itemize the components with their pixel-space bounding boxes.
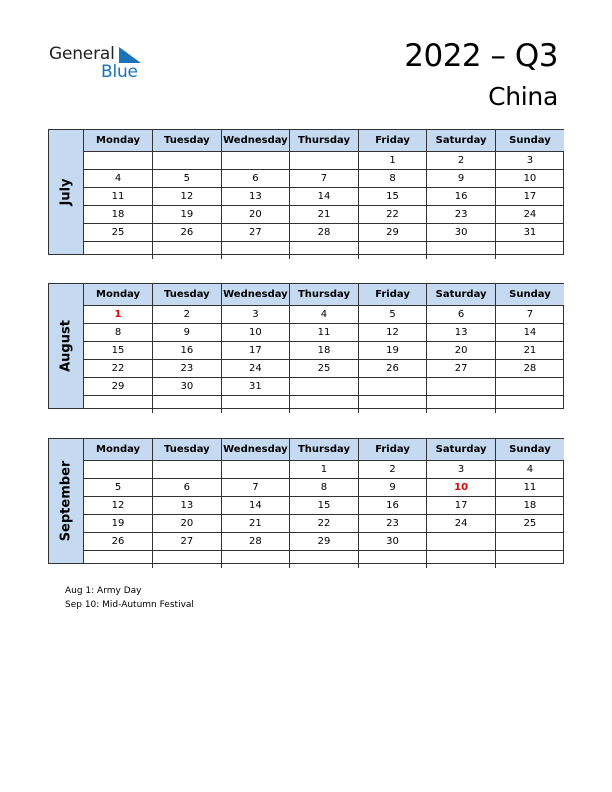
week-row: [84, 324, 564, 342]
day-cell: [221, 396, 290, 414]
day-cell: [427, 242, 496, 260]
day-cell: 10: [427, 479, 496, 497]
month-calendar: [48, 438, 564, 564]
week-row: [84, 224, 564, 242]
weekday-header: Tuesday: [153, 439, 222, 461]
week-row: [84, 378, 564, 396]
day-cell: [153, 242, 222, 260]
generalblue-logo: [49, 44, 159, 84]
day-cell: 10: [221, 324, 290, 342]
week-row: [84, 306, 564, 324]
day-cell: [153, 396, 222, 414]
week-row: [84, 342, 564, 360]
day-cell: 5: [358, 306, 427, 324]
day-cell: [495, 551, 564, 569]
day-cell: 22: [290, 515, 359, 533]
day-cell: 18: [495, 497, 564, 515]
day-cell: 13: [221, 188, 290, 206]
day-cell: 26: [358, 360, 427, 378]
day-cell: 30: [427, 224, 496, 242]
day-cell: 5: [84, 479, 153, 497]
day-cell: 25: [84, 224, 153, 242]
day-cell: 2: [153, 306, 222, 324]
day-cell: [290, 152, 359, 170]
day-cell: 25: [290, 360, 359, 378]
day-cell: 1: [84, 306, 153, 324]
day-cell: 17: [427, 497, 496, 515]
day-cell: 27: [221, 224, 290, 242]
day-cell: 16: [153, 342, 222, 360]
day-cell: 14: [495, 324, 564, 342]
day-cell: 22: [84, 360, 153, 378]
day-cell: 26: [153, 224, 222, 242]
day-cell: 24: [495, 206, 564, 224]
holiday-note: Aug 1: Army Day: [65, 586, 142, 596]
day-cell: [427, 533, 496, 551]
week-row: [84, 396, 564, 414]
month-table: [84, 284, 564, 413]
day-cell: 12: [84, 497, 153, 515]
day-cell: 1: [358, 152, 427, 170]
day-cell: 21: [495, 342, 564, 360]
weekday-header-row: [84, 130, 564, 152]
day-cell: 30: [358, 533, 427, 551]
day-cell: 18: [84, 206, 153, 224]
day-cell: [221, 242, 290, 260]
weekday-header-row: [84, 284, 564, 306]
day-cell: 6: [427, 306, 496, 324]
day-cell: 23: [427, 206, 496, 224]
day-cell: 18: [290, 342, 359, 360]
day-cell: 20: [153, 515, 222, 533]
weekday-header: Sunday: [495, 130, 564, 152]
weekday-header: Thursday: [290, 130, 359, 152]
day-cell: 9: [358, 479, 427, 497]
day-cell: 24: [221, 360, 290, 378]
week-row: [84, 515, 564, 533]
day-cell: [84, 396, 153, 414]
day-cell: 7: [495, 306, 564, 324]
day-cell: [427, 551, 496, 569]
day-cell: 16: [358, 497, 427, 515]
day-cell: [84, 242, 153, 260]
day-cell: 11: [290, 324, 359, 342]
month-name: July: [58, 178, 74, 206]
day-cell: [84, 461, 153, 479]
day-cell: 17: [495, 188, 564, 206]
day-cell: [495, 396, 564, 414]
weekday-header: Wednesday: [221, 284, 290, 306]
day-cell: [358, 551, 427, 569]
day-cell: 11: [84, 188, 153, 206]
day-cell: 16: [427, 188, 496, 206]
week-row: [84, 497, 564, 515]
weekday-header: Sunday: [495, 439, 564, 461]
weekday-header: Thursday: [290, 284, 359, 306]
day-cell: 14: [290, 188, 359, 206]
day-cell: [290, 551, 359, 569]
day-cell: 12: [358, 324, 427, 342]
day-cell: 15: [84, 342, 153, 360]
day-cell: 21: [290, 206, 359, 224]
day-cell: [221, 152, 290, 170]
day-cell: 29: [358, 224, 427, 242]
day-cell: 20: [221, 206, 290, 224]
day-cell: 22: [358, 206, 427, 224]
day-cell: 6: [153, 479, 222, 497]
month-calendar: [48, 129, 564, 255]
logo-text-general: General: [49, 44, 115, 64]
day-cell: [221, 461, 290, 479]
day-cell: 27: [153, 533, 222, 551]
day-cell: 15: [358, 188, 427, 206]
day-cell: 10: [495, 170, 564, 188]
month-table: [84, 439, 564, 568]
day-cell: 9: [153, 324, 222, 342]
weekday-header: Saturday: [427, 284, 496, 306]
day-cell: 8: [358, 170, 427, 188]
holiday-notes: [65, 584, 194, 612]
month-label-panel: [49, 284, 84, 408]
day-cell: [290, 396, 359, 414]
month-name: August: [58, 320, 74, 372]
logo-triangle-icon: [119, 47, 141, 63]
month-calendar: [48, 283, 564, 409]
day-cell: 2: [358, 461, 427, 479]
day-cell: 7: [221, 479, 290, 497]
month-label-panel: [49, 439, 84, 563]
weekday-header: Wednesday: [221, 439, 290, 461]
day-cell: [427, 396, 496, 414]
week-row: [84, 242, 564, 260]
day-cell: 3: [495, 152, 564, 170]
weekday-header: Friday: [358, 439, 427, 461]
day-cell: 15: [290, 497, 359, 515]
day-cell: 7: [290, 170, 359, 188]
day-cell: 27: [427, 360, 496, 378]
day-cell: [221, 551, 290, 569]
day-cell: 3: [221, 306, 290, 324]
week-row: [84, 533, 564, 551]
day-cell: 4: [290, 306, 359, 324]
day-cell: [290, 378, 359, 396]
holiday-note: Sep 10: Mid-Autumn Festival: [65, 600, 194, 610]
day-cell: 19: [358, 342, 427, 360]
weekday-header: Saturday: [427, 439, 496, 461]
weekday-header: Wednesday: [221, 130, 290, 152]
week-row: [84, 551, 564, 569]
weekday-header: Saturday: [427, 130, 496, 152]
day-cell: [358, 396, 427, 414]
month-label-panel: [49, 130, 84, 254]
weekday-header: Monday: [84, 284, 153, 306]
day-cell: [358, 378, 427, 396]
weekday-header: Friday: [358, 130, 427, 152]
logo-text-blue: Blue: [101, 62, 138, 82]
day-cell: 2: [427, 152, 496, 170]
weekday-header: Monday: [84, 130, 153, 152]
day-cell: 23: [153, 360, 222, 378]
day-cell: 9: [427, 170, 496, 188]
day-cell: [153, 551, 222, 569]
day-cell: 17: [221, 342, 290, 360]
day-cell: 4: [84, 170, 153, 188]
weekday-header: Tuesday: [153, 130, 222, 152]
day-cell: [153, 461, 222, 479]
day-cell: 29: [290, 533, 359, 551]
week-row: [84, 360, 564, 378]
week-row: [84, 188, 564, 206]
day-cell: [153, 152, 222, 170]
day-cell: 8: [290, 479, 359, 497]
day-cell: 25: [495, 515, 564, 533]
day-cell: [84, 152, 153, 170]
day-cell: 30: [153, 378, 222, 396]
week-row: [84, 152, 564, 170]
day-cell: [495, 533, 564, 551]
weekday-header: Tuesday: [153, 284, 222, 306]
day-cell: 13: [153, 497, 222, 515]
day-cell: 19: [153, 206, 222, 224]
day-cell: 19: [84, 515, 153, 533]
day-cell: 28: [290, 224, 359, 242]
week-row: [84, 461, 564, 479]
day-cell: 28: [495, 360, 564, 378]
weekday-header: Monday: [84, 439, 153, 461]
day-cell: 28: [221, 533, 290, 551]
day-cell: [290, 242, 359, 260]
month-table: [84, 130, 564, 259]
day-cell: 20: [427, 342, 496, 360]
day-cell: 3: [427, 461, 496, 479]
day-cell: 14: [221, 497, 290, 515]
day-cell: 6: [221, 170, 290, 188]
day-cell: [495, 242, 564, 260]
weekday-header-row: [84, 439, 564, 461]
day-cell: 8: [84, 324, 153, 342]
day-cell: 29: [84, 378, 153, 396]
weekday-header: Friday: [358, 284, 427, 306]
day-cell: 1: [290, 461, 359, 479]
day-cell: 13: [427, 324, 496, 342]
day-cell: 26: [84, 533, 153, 551]
day-cell: [427, 378, 496, 396]
month-name: September: [58, 460, 74, 542]
day-cell: 21: [221, 515, 290, 533]
week-row: [84, 170, 564, 188]
day-cell: [84, 551, 153, 569]
day-cell: [495, 378, 564, 396]
day-cell: 24: [427, 515, 496, 533]
day-cell: 11: [495, 479, 564, 497]
weekday-header: Thursday: [290, 439, 359, 461]
weekday-header: Sunday: [495, 284, 564, 306]
country-name: China: [488, 82, 558, 111]
week-row: [84, 206, 564, 224]
day-cell: 12: [153, 188, 222, 206]
day-cell: 31: [495, 224, 564, 242]
day-cell: 4: [495, 461, 564, 479]
day-cell: [358, 242, 427, 260]
day-cell: 23: [358, 515, 427, 533]
day-cell: 5: [153, 170, 222, 188]
week-row: [84, 479, 564, 497]
day-cell: 31: [221, 378, 290, 396]
page-title: 2022 – Q3: [404, 38, 558, 74]
